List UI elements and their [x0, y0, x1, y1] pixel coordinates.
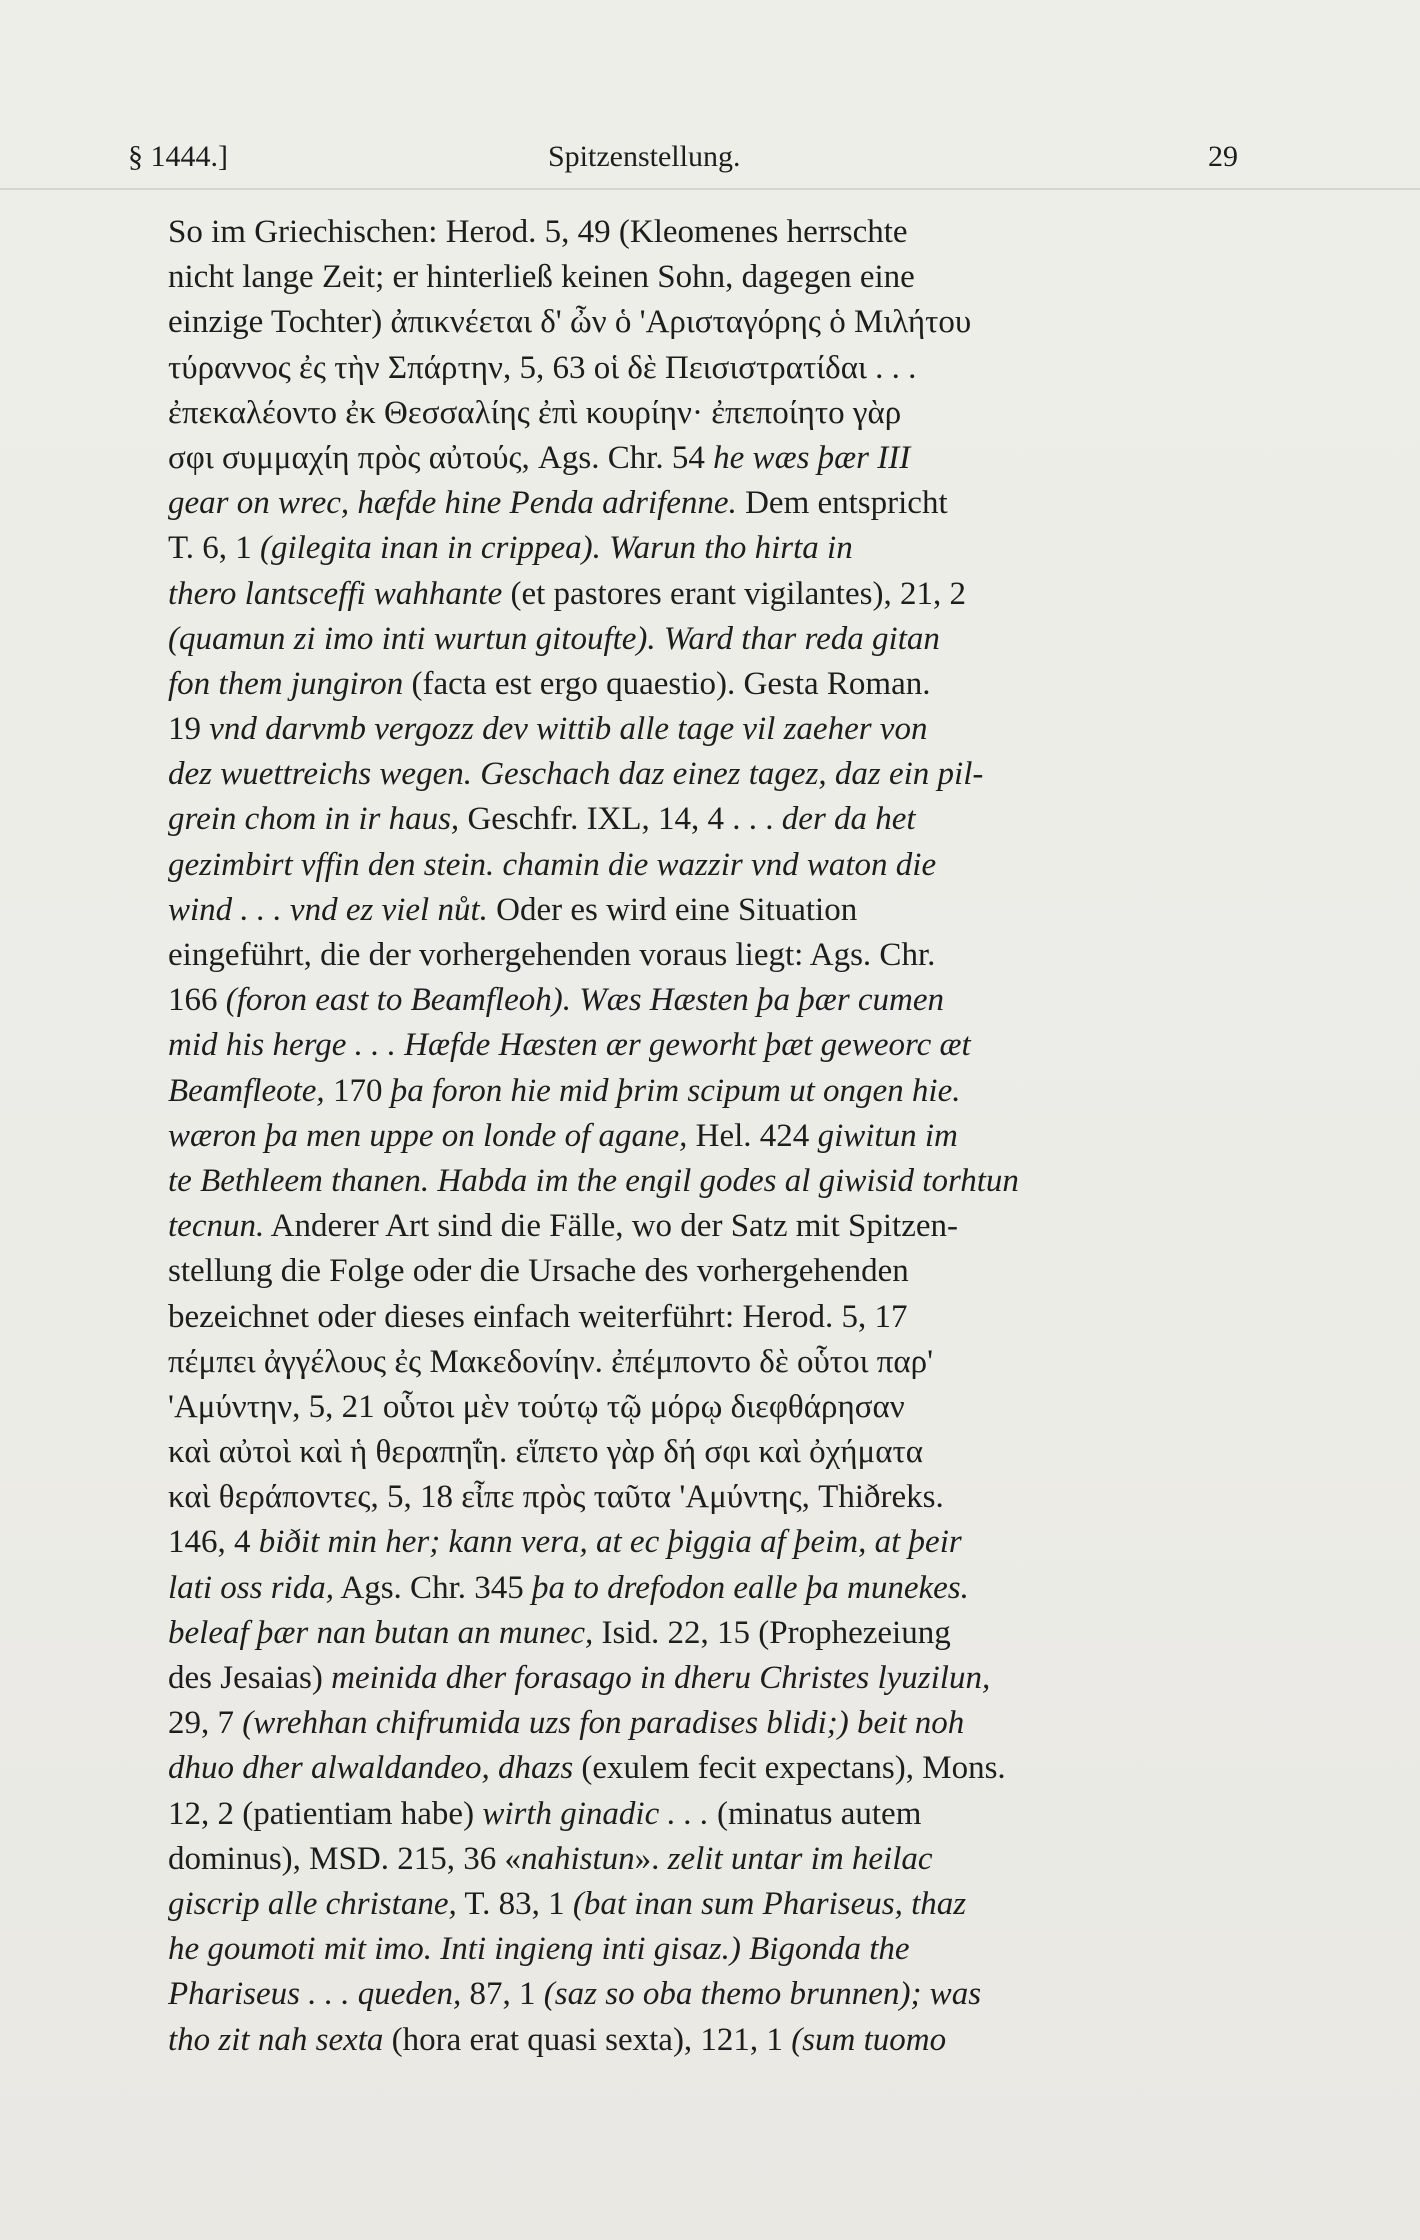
text-line: [168, 888, 1230, 933]
text-line: [168, 1837, 1230, 1882]
italic-quote: he wæs þær III: [713, 439, 911, 476]
text-run: Hel. 424: [687, 1117, 818, 1154]
italic-quote: (quamun zi imo inti wurtun gitoufte). Ward thar reda gitan: [168, 620, 940, 657]
italic-quote: vnd darvmb vergozz dev wittib alle tage vil zaeher von: [209, 711, 928, 748]
text-line: [168, 572, 1230, 617]
italic-quote: grein chom in ir haus,: [168, 801, 460, 838]
text-run: Dem entspricht: [736, 485, 948, 522]
text-run: πέμπει ἀγγέλους ἐς Μακεδονίην. ἐπέμποντο δὲ οὗτοι παρ': [168, 1343, 934, 1380]
text-run: τύραννος ἐς τὴν Σπάρτην, 5, 63 οἱ δὲ Πεισιστρατίδαι . . .: [168, 349, 917, 386]
text-run: 166: [168, 982, 226, 1019]
text-run: (facta est ergo quaestio). Gesta Roman.: [403, 665, 931, 702]
italic-quote: beleaf þær nan butan an munec,: [168, 1614, 594, 1651]
italic-quote: giwitun im: [817, 1117, 958, 1154]
text-run: (exulem fecit expectans), Mons.: [573, 1750, 1006, 1787]
text-line: [168, 1656, 1230, 1701]
text-line: [168, 255, 1230, 300]
text-line: [168, 1475, 1230, 1520]
italic-quote: mid his herge . . . Hæfde Hæsten ær geworht þæt geweorc æt: [168, 1027, 971, 1064]
text-line: [168, 1430, 1230, 1475]
text-run: 170: [324, 1072, 391, 1109]
text-line: [168, 1882, 1230, 1927]
text-run: T. 6, 1: [168, 530, 260, 567]
text-run: nicht lange Zeit; er hinterließ keinen Sohn, dagegen eine: [168, 259, 915, 296]
italic-quote: he goumoti mit imo. Inti ingieng inti gisaz.) Bigonda the: [168, 1931, 910, 1968]
text-line: [168, 436, 1230, 481]
text-line: [168, 1204, 1230, 1249]
text-run: Isid. 22, 15 (Prophezeiung: [593, 1614, 951, 1651]
text-line: [168, 617, 1230, 662]
text-line: [168, 1114, 1230, 1159]
italic-quote: þa foron hie mid þrim scipum ut ongen hie.: [390, 1072, 961, 1109]
text-line: [168, 1069, 1230, 1114]
text-run: ».: [634, 1840, 668, 1877]
text-run: Ags. Chr. 345: [333, 1569, 532, 1606]
italic-quote: wind . . . vnd ez viel nůt.: [168, 891, 488, 928]
italic-quote: (foron east to Beamfleoh). Wæs Hæsten þa þær cumen: [225, 982, 945, 1019]
page-number: 29: [1208, 140, 1238, 173]
italic-quote: dhuo dher alwaldandeo, dhazs: [168, 1750, 574, 1787]
italic-quote: Beamfleote,: [168, 1072, 325, 1109]
running-title: Spitzenstellung.: [548, 140, 741, 173]
text-run: 19: [168, 711, 210, 748]
text-line: [168, 978, 1230, 1023]
italic-quote: meinida dher forasago in dheru Christes lyuzilun,: [331, 1660, 991, 1696]
text-run: σφι συμμαχίη πρὸς αὐτούς, Ags. Chr. 54: [168, 439, 714, 476]
text-line: [168, 1023, 1230, 1068]
text-run: (et pastores erant vigilantes), 21, 2: [502, 575, 966, 612]
italic-quote: (sum tuomo: [791, 2021, 947, 2058]
text-run: Oder es wird eine Situation: [487, 891, 858, 928]
text-line: [168, 797, 1230, 842]
text-line: [168, 391, 1230, 436]
italic-quote: nahistun: [520, 1840, 635, 1877]
italic-quote: zelit untar im heilac: [667, 1840, 933, 1877]
italic-quote: (wrehhan chifrumida uzs fon paradises blidi;) beit noh: [242, 1705, 965, 1742]
italic-quote: þa to drefodon ealle þa munekes.: [532, 1569, 969, 1606]
text-line: [168, 1159, 1230, 1204]
text-line: [168, 346, 1230, 391]
text-run: einzige Tochter) ἀπικνέεται δ' ὦν ὁ 'Αρισταγόρης ὁ Μιλήτου: [168, 304, 972, 341]
text-line: [168, 707, 1230, 752]
text-line: [168, 1295, 1230, 1340]
text-line: [168, 1340, 1230, 1385]
italic-quote: (saz so oba themo brunnen); was: [543, 1976, 982, 2013]
text-run: 12, 2 (patientiam habe): [168, 1795, 483, 1832]
text-run: eingeführt, die der vorhergehenden voraus liegt: Ags. Chr.: [168, 937, 936, 973]
text-line: [168, 1746, 1230, 1791]
italic-quote: thero lantsceffi wahhante: [168, 575, 503, 612]
body-text: [168, 210, 1230, 2063]
text-line: [168, 1611, 1230, 1656]
text-run: (minatus autem: [708, 1795, 922, 1832]
text-run: Geschfr. IXL, 14, 4 . . .: [459, 801, 782, 838]
italic-quote: der da het: [781, 801, 916, 838]
text-line: [168, 481, 1230, 526]
italic-quote: tho zit nah sexta: [168, 2021, 384, 2058]
text-line: [168, 662, 1230, 707]
text-run: ἐπεκαλέοντο ἐκ Θεσσαλίης ἐπὶ κουρίην· ἐπεποίητο γὰρ: [168, 394, 902, 431]
text-run: stellung die Folge oder die Ursache des vorhergehenden: [168, 1253, 909, 1290]
italic-quote: dez wuettreichs wegen. Geschach daz einez tagez, daz ein pil-: [168, 756, 984, 793]
text-run: So im Griechischen: Herod. 5, 49 (Kleomenes herrschte: [168, 214, 908, 250]
text-line: [168, 1792, 1230, 1837]
italic-quote: te Bethleem thanen. Habda im the engil godes al giwisid torhtun: [168, 1162, 1019, 1199]
text-run: bezeichnet oder dieses einfach weiterführt: Herod. 5, 17: [168, 1298, 908, 1335]
text-line: [168, 526, 1230, 571]
text-run: T. 83, 1: [456, 1885, 573, 1922]
text-run: 29, 7: [168, 1705, 243, 1742]
italic-quote: giscrip alle christane,: [168, 1885, 457, 1922]
italic-quote: (gilegita inan in crippea). Warun tho hirta in: [259, 530, 853, 567]
italic-quote: gezimbirt vffin den stein. chamin die wazzir vnd waton die: [168, 846, 937, 883]
italic-quote: tecnun.: [168, 1208, 265, 1245]
section-number: § 1444.]: [128, 140, 228, 173]
italic-quote: wæron þa men uppe on londe of agane,: [168, 1117, 688, 1154]
italic-quote: biðit min her; kann vera, at ec þiggia af þeim, at þeir: [258, 1524, 962, 1561]
text-line: [168, 933, 1230, 978]
text-line: [168, 1927, 1230, 1972]
italic-quote: (bat inan sum Phariseus, thaz: [572, 1885, 967, 1922]
text-run: 146, 4: [168, 1524, 259, 1561]
text-line: [168, 300, 1230, 345]
text-run: καὶ θεράποντες, 5, 18 εἶπε πρὸς ταῦτα 'Αμύντης, Thiðreks.: [168, 1479, 944, 1516]
italic-quote: lati oss rida,: [168, 1569, 334, 1606]
text-line: [168, 752, 1230, 797]
text-line: [168, 1520, 1230, 1565]
header-rule: [0, 188, 1420, 190]
text-run: 'Αμύντην, 5, 21 οὗτοι μὲν τούτῳ τῷ μόρῳ διεφθάρησαν: [168, 1388, 905, 1425]
text-line: [168, 1701, 1230, 1746]
text-line: [168, 1385, 1230, 1430]
text-run: (hora erat quasi sexta), 121, 1: [383, 2021, 792, 2058]
text-line: [168, 210, 1230, 255]
text-line: [168, 843, 1230, 888]
text-line: [168, 1566, 1230, 1611]
text-run: dominus), MSD. 215, 36 «: [168, 1840, 521, 1877]
text-line: [168, 1972, 1230, 2017]
italic-quote: Phariseus . . . queden,: [168, 1976, 462, 2013]
text-line: [168, 2018, 1230, 2063]
italic-quote: gear on wrec, hæfde hine Penda adrifenne.: [168, 485, 737, 522]
text-run: 87, 1: [461, 1976, 544, 2013]
text-run: Anderer Art sind die Fälle, wo der Satz mit Spitzen-: [264, 1208, 958, 1245]
text-run: καὶ αὐτοὶ καὶ ἡ θεραπηΐη. εἵπετο γὰρ δή σφι καὶ ὀχήματα: [168, 1434, 924, 1471]
text-line: [168, 1249, 1230, 1294]
italic-quote: wirth ginadic . . .: [482, 1795, 709, 1832]
text-run: des Jesaias): [168, 1660, 332, 1696]
italic-quote: fon them jungiron: [168, 665, 404, 702]
running-header: [128, 140, 1238, 184]
